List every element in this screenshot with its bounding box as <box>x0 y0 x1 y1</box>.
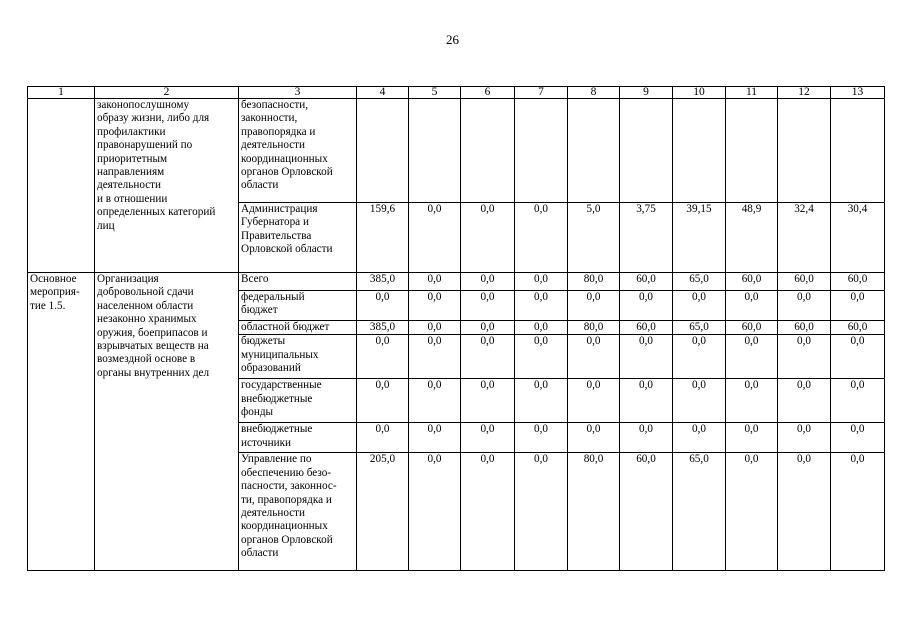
column-number-8: 8 <box>568 87 620 99</box>
funding-source-cell: Управление по обеспечению безо- пасности, законнос- ти, правопорядка и деятельности координационных органов Орловской области <box>239 453 357 571</box>
column-number-4: 4 <box>357 87 409 99</box>
table-body <box>28 99 885 571</box>
value-cell: 0,0 <box>568 291 620 321</box>
value-cell: 65,0 <box>673 273 726 291</box>
value-cell: 0,0 <box>778 423 831 453</box>
value-cell: 0,0 <box>778 291 831 321</box>
value-cell: 0,0 <box>461 423 515 453</box>
value-cell: 0,0 <box>673 291 726 321</box>
value-cell <box>357 99 409 203</box>
value-cell: 0,0 <box>568 379 620 423</box>
column-number-11: 11 <box>726 87 778 99</box>
value-cell: 65,0 <box>673 453 726 571</box>
column-number-12: 12 <box>778 87 831 99</box>
value-cell: 0,0 <box>568 335 620 379</box>
page-number: 26 <box>446 32 459 47</box>
value-cell: 0,0 <box>357 423 409 453</box>
value-cell: 0,0 <box>461 453 515 571</box>
value-cell: 0,0 <box>620 379 673 423</box>
value-cell: 0,0 <box>409 423 461 453</box>
value-cell: 0,0 <box>461 321 515 335</box>
value-cell: 0,0 <box>726 291 778 321</box>
column-number-7: 7 <box>515 87 568 99</box>
value-cell: 0,0 <box>515 203 568 273</box>
funding-source-cell: внебюджетные источники <box>239 423 357 453</box>
value-cell: 0,0 <box>357 379 409 423</box>
column-number-3: 3 <box>239 87 357 99</box>
value-cell: 65,0 <box>673 321 726 335</box>
value-cell: 0,0 <box>409 203 461 273</box>
value-cell: 60,0 <box>831 273 885 291</box>
funding-source-cell: федеральный бюджет <box>239 291 357 321</box>
funding-source-cell: бюджеты муниципальных образований <box>239 335 357 379</box>
value-cell: 0,0 <box>620 291 673 321</box>
value-cell: 60,0 <box>778 321 831 335</box>
value-cell: 205,0 <box>357 453 409 571</box>
value-cell: 0,0 <box>409 335 461 379</box>
value-cell: 0,0 <box>461 335 515 379</box>
value-cell: 0,0 <box>726 423 778 453</box>
value-cell: 0,0 <box>673 423 726 453</box>
value-cell <box>778 99 831 203</box>
value-cell: 0,0 <box>831 335 885 379</box>
value-cell: 0,0 <box>461 273 515 291</box>
activity-name-cell: законопослушному образу жизни, либо для профилактики правонарушений по приоритетным направлениям деятельности и в отношении определенных категорий лиц <box>95 99 239 273</box>
value-cell: 60,0 <box>726 273 778 291</box>
value-cell: 80,0 <box>568 273 620 291</box>
column-number-10: 10 <box>673 87 726 99</box>
value-cell: 0,0 <box>515 273 568 291</box>
value-cell: 60,0 <box>778 273 831 291</box>
value-cell: 0,0 <box>409 321 461 335</box>
activity-code-cell: Основное мероприя- тие 1.5. <box>28 273 95 571</box>
value-cell: 60,0 <box>726 321 778 335</box>
value-cell <box>409 99 461 203</box>
column-number-13: 13 <box>831 87 885 99</box>
value-cell: 0,0 <box>726 335 778 379</box>
table-row <box>28 99 885 203</box>
value-cell: 0,0 <box>831 453 885 571</box>
value-cell <box>461 99 515 203</box>
funding-source-cell: государственные внебюджетные фонды <box>239 379 357 423</box>
activity-code-cell <box>28 99 95 273</box>
value-cell: 0,0 <box>831 379 885 423</box>
column-number-1: 1 <box>28 87 95 99</box>
column-number-2: 2 <box>95 87 239 99</box>
value-cell: 0,0 <box>409 291 461 321</box>
value-cell: 0,0 <box>778 453 831 571</box>
value-cell: 39,15 <box>673 203 726 273</box>
value-cell: 0,0 <box>515 335 568 379</box>
value-cell: 60,0 <box>831 321 885 335</box>
value-cell: 60,0 <box>620 321 673 335</box>
value-cell: 80,0 <box>568 321 620 335</box>
value-cell: 0,0 <box>409 379 461 423</box>
value-cell: 0,0 <box>726 379 778 423</box>
value-cell: 385,0 <box>357 321 409 335</box>
funding-source-cell: областной бюджет <box>239 321 357 335</box>
value-cell: 48,9 <box>726 203 778 273</box>
value-cell: 0,0 <box>515 321 568 335</box>
value-cell <box>726 99 778 203</box>
value-cell: 0,0 <box>461 291 515 321</box>
value-cell: 0,0 <box>778 379 831 423</box>
value-cell: 60,0 <box>620 453 673 571</box>
value-cell: 30,4 <box>831 203 885 273</box>
table-row <box>28 273 885 291</box>
value-cell: 32,4 <box>778 203 831 273</box>
value-cell <box>568 99 620 203</box>
value-cell <box>673 99 726 203</box>
value-cell <box>620 99 673 203</box>
column-number-5: 5 <box>409 87 461 99</box>
value-cell: 385,0 <box>357 273 409 291</box>
value-cell: 0,0 <box>515 453 568 571</box>
value-cell: 0,0 <box>357 335 409 379</box>
value-cell: 0,0 <box>831 423 885 453</box>
value-cell: 0,0 <box>409 273 461 291</box>
value-cell: 0,0 <box>357 291 409 321</box>
value-cell: 159,6 <box>357 203 409 273</box>
activity-name-cell: Организация добровольной сдачи населенном области незаконно хранимых оружия, боеприпасов и взрывчатых веществ на возмездной основе в органы внутренних дел <box>95 273 239 571</box>
value-cell: 0,0 <box>461 379 515 423</box>
funding-source-cell: безопасности, законности, правопорядка и деятельности координационных органов Орловской области <box>239 99 357 203</box>
value-cell: 0,0 <box>461 203 515 273</box>
value-cell: 0,0 <box>831 291 885 321</box>
value-cell: 0,0 <box>409 453 461 571</box>
value-cell: 0,0 <box>620 335 673 379</box>
column-number-row <box>28 87 885 99</box>
value-cell: 0,0 <box>620 423 673 453</box>
value-cell: 80,0 <box>568 453 620 571</box>
value-cell <box>515 99 568 203</box>
budget-table <box>27 86 885 571</box>
value-cell: 0,0 <box>515 379 568 423</box>
value-cell: 0,0 <box>726 453 778 571</box>
value-cell: 0,0 <box>515 291 568 321</box>
value-cell: 60,0 <box>620 273 673 291</box>
value-cell: 0,0 <box>515 423 568 453</box>
value-cell: 0,0 <box>778 335 831 379</box>
funding-source-cell: Всего <box>239 273 357 291</box>
value-cell: 0,0 <box>673 379 726 423</box>
value-cell: 0,0 <box>673 335 726 379</box>
value-cell: 3,75 <box>620 203 673 273</box>
value-cell <box>831 99 885 203</box>
column-number-6: 6 <box>461 87 515 99</box>
funding-source-cell: Администрация Губернатора и Правительства Орловской области <box>239 203 357 273</box>
value-cell: 0,0 <box>568 423 620 453</box>
value-cell: 5,0 <box>568 203 620 273</box>
column-number-9: 9 <box>620 87 673 99</box>
